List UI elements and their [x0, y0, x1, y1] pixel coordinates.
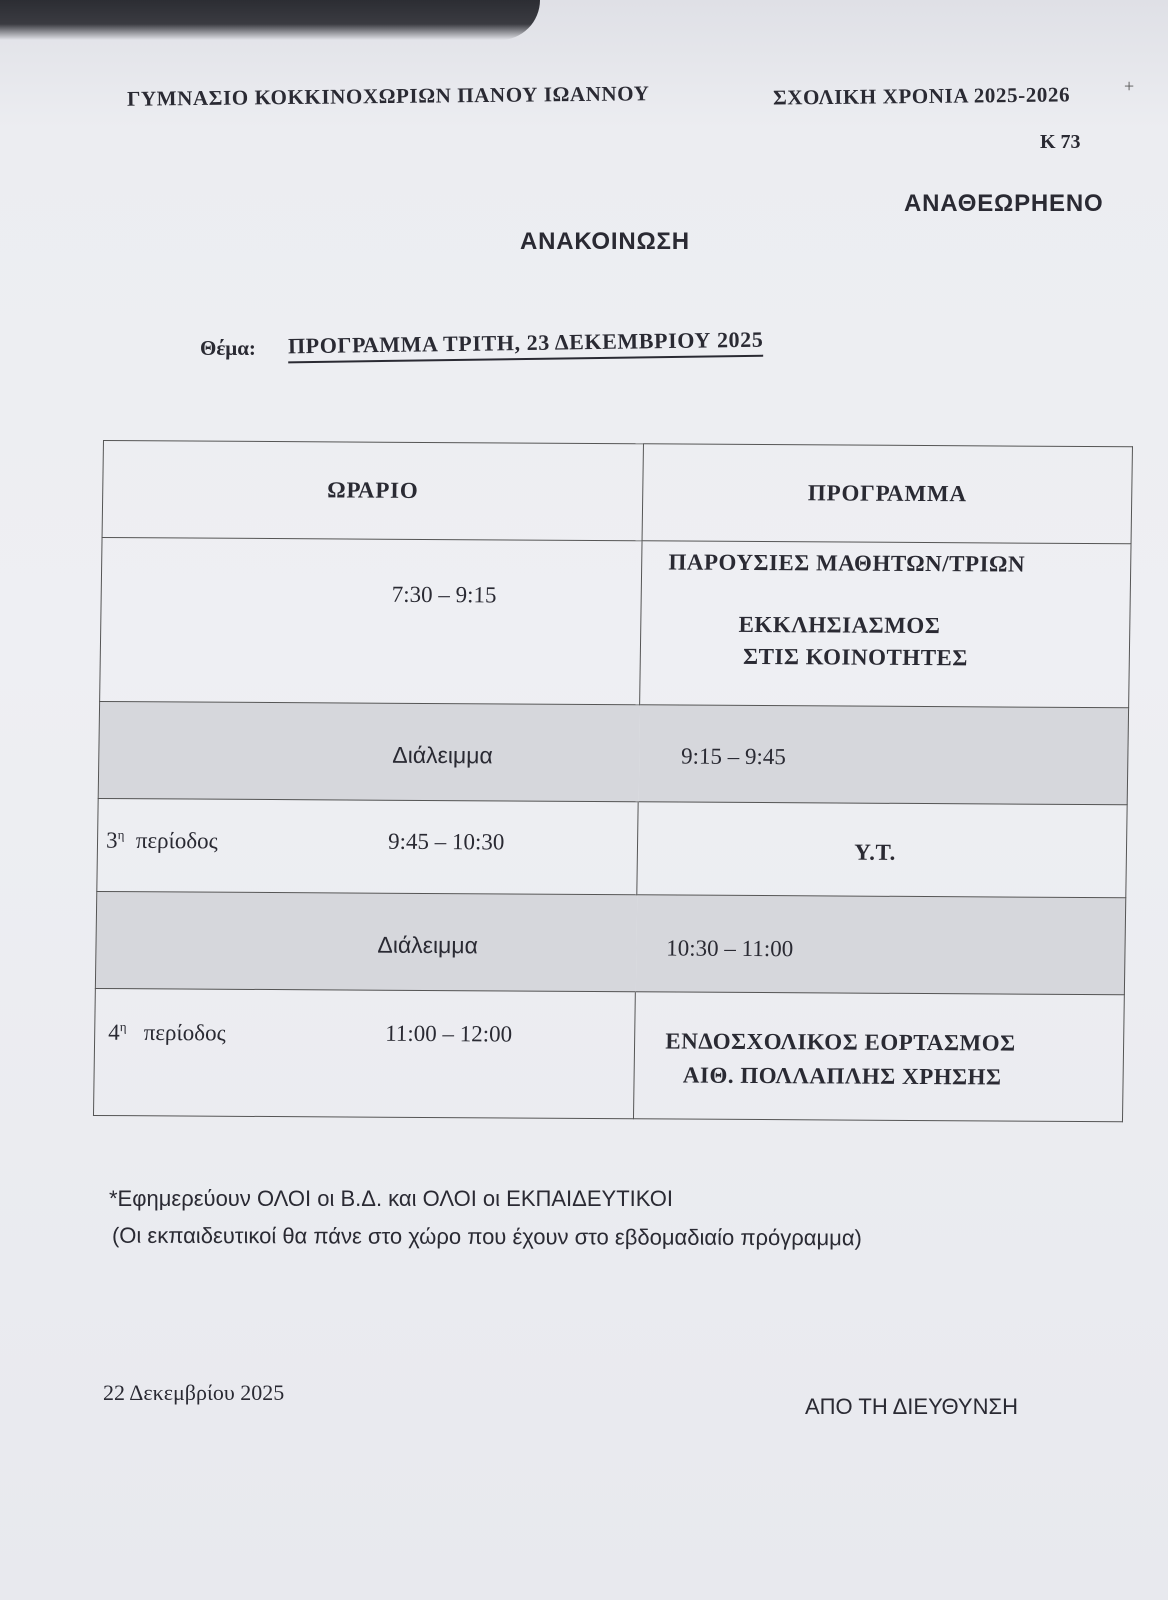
break-row	[95, 891, 1125, 994]
subject-label: Θέμα:	[200, 336, 256, 360]
table-row	[100, 537, 1131, 707]
subject-title: ΠΡΟΓΡΑΜΜΑ ΤΡΙΤΗ, 23 ΔΕΚΕΜΒΡΙΟΥ 2025	[288, 327, 764, 364]
background-edge	[0, 0, 540, 40]
break-label-cell	[98, 701, 640, 801]
handwritten-mark: +	[1124, 76, 1135, 96]
break-time: 9:15 – 9:45	[680, 743, 787, 770]
break-label: Διάλειμμα	[392, 741, 493, 769]
period-suffix: η	[119, 1019, 127, 1035]
break-time-cell	[636, 895, 1126, 995]
break-label: Διάλειμμα	[377, 931, 479, 959]
program-line: ΕΚΚΛΗΣΙΑΣΜΟΣ	[738, 611, 941, 639]
table-row	[97, 798, 1127, 897]
period-label	[106, 827, 218, 854]
program-text: Υ.Τ.	[854, 839, 897, 865]
program-cell	[637, 802, 1127, 898]
period-word: περίοδος	[135, 827, 218, 854]
header-schedule: ΩΡΑΡΙΟ	[102, 441, 644, 541]
break-label-cell	[95, 891, 637, 991]
time-cell	[97, 798, 639, 894]
period-number: 3	[105, 827, 118, 853]
table-row	[93, 988, 1124, 1121]
time-cell	[100, 537, 643, 704]
header-program: ΠΡΟΓΡΑΜΜΑ	[642, 444, 1132, 544]
school-name: ΓΥΜΝΑΣΙΟ ΚΟΚΚΙΝΟΧΩΡΙΩΝ ΠΑΝΟΥ ΙΩΑΝΝΟΥ	[126, 81, 650, 111]
period-label	[108, 1019, 226, 1046]
time-text: 9:45 – 10:30	[387, 828, 505, 855]
schedule-table	[93, 440, 1133, 1122]
program-cell	[640, 541, 1131, 708]
program-line: ΕΝΔΟΣΧΟΛΙΚΟΣ ΕΟΡΤΑΣΜΟΣ	[665, 1028, 1016, 1056]
period-word: περίοδος	[143, 1019, 226, 1046]
program-cell	[634, 992, 1125, 1122]
announcement-title: ΑΝΑΚΟΙΝΩΣΗ	[520, 228, 690, 255]
document-code: Κ 73	[1040, 131, 1081, 153]
program-line: ΠΑΡΟΥΣΙΕΣ ΜΑΘΗΤΩΝ/ΤΡΙΩΝ	[668, 549, 1026, 577]
school-year: ΣΧΟΛΙΚΗ ΧΡΟΝΙΑ 2025-2026	[772, 82, 1071, 110]
break-time-cell	[638, 705, 1128, 805]
time-cell	[93, 988, 635, 1118]
duty-note: *Εφημερεύουν ΟΛΟΙ οι Β.Δ. και ΟΛΟΙ οι ΕΚΠΑΙΔΕΥΤΙΚΟΙ	[109, 1186, 673, 1211]
program-line: ΣΤΙΣ ΚΟΙΝΟΤΗΤΕΣ	[742, 643, 969, 671]
document-date: 22 Δεκεμβρίου 2025	[103, 1380, 285, 1405]
period-suffix: η	[117, 827, 125, 843]
signature: ΑΠΟ ΤΗ ΔΙΕΥΘΥΝΣΗ	[805, 1394, 1018, 1419]
time-text: 11:00 – 12:00	[385, 1020, 513, 1047]
revised-label: ΑΝΑΘΕΩΡΗΕΝΟ	[904, 190, 1104, 217]
time-text: 7:30 – 9:15	[391, 581, 497, 608]
teachers-note: (Οι εκπαιδευτικοί θα πάνε στο χώρο που έχουν στο εβδομαδιαίο πρόγραμμα)	[111, 1222, 862, 1251]
period-number: 4	[108, 1019, 120, 1045]
break-time: 10:30 – 11:00	[666, 935, 794, 962]
program-line: ΑΙΘ. ΠΟΛΛΑΠΛΗΣ ΧΡΗΣΗΣ	[682, 1062, 1002, 1090]
break-row	[98, 701, 1128, 804]
table-header-row	[102, 441, 1132, 544]
